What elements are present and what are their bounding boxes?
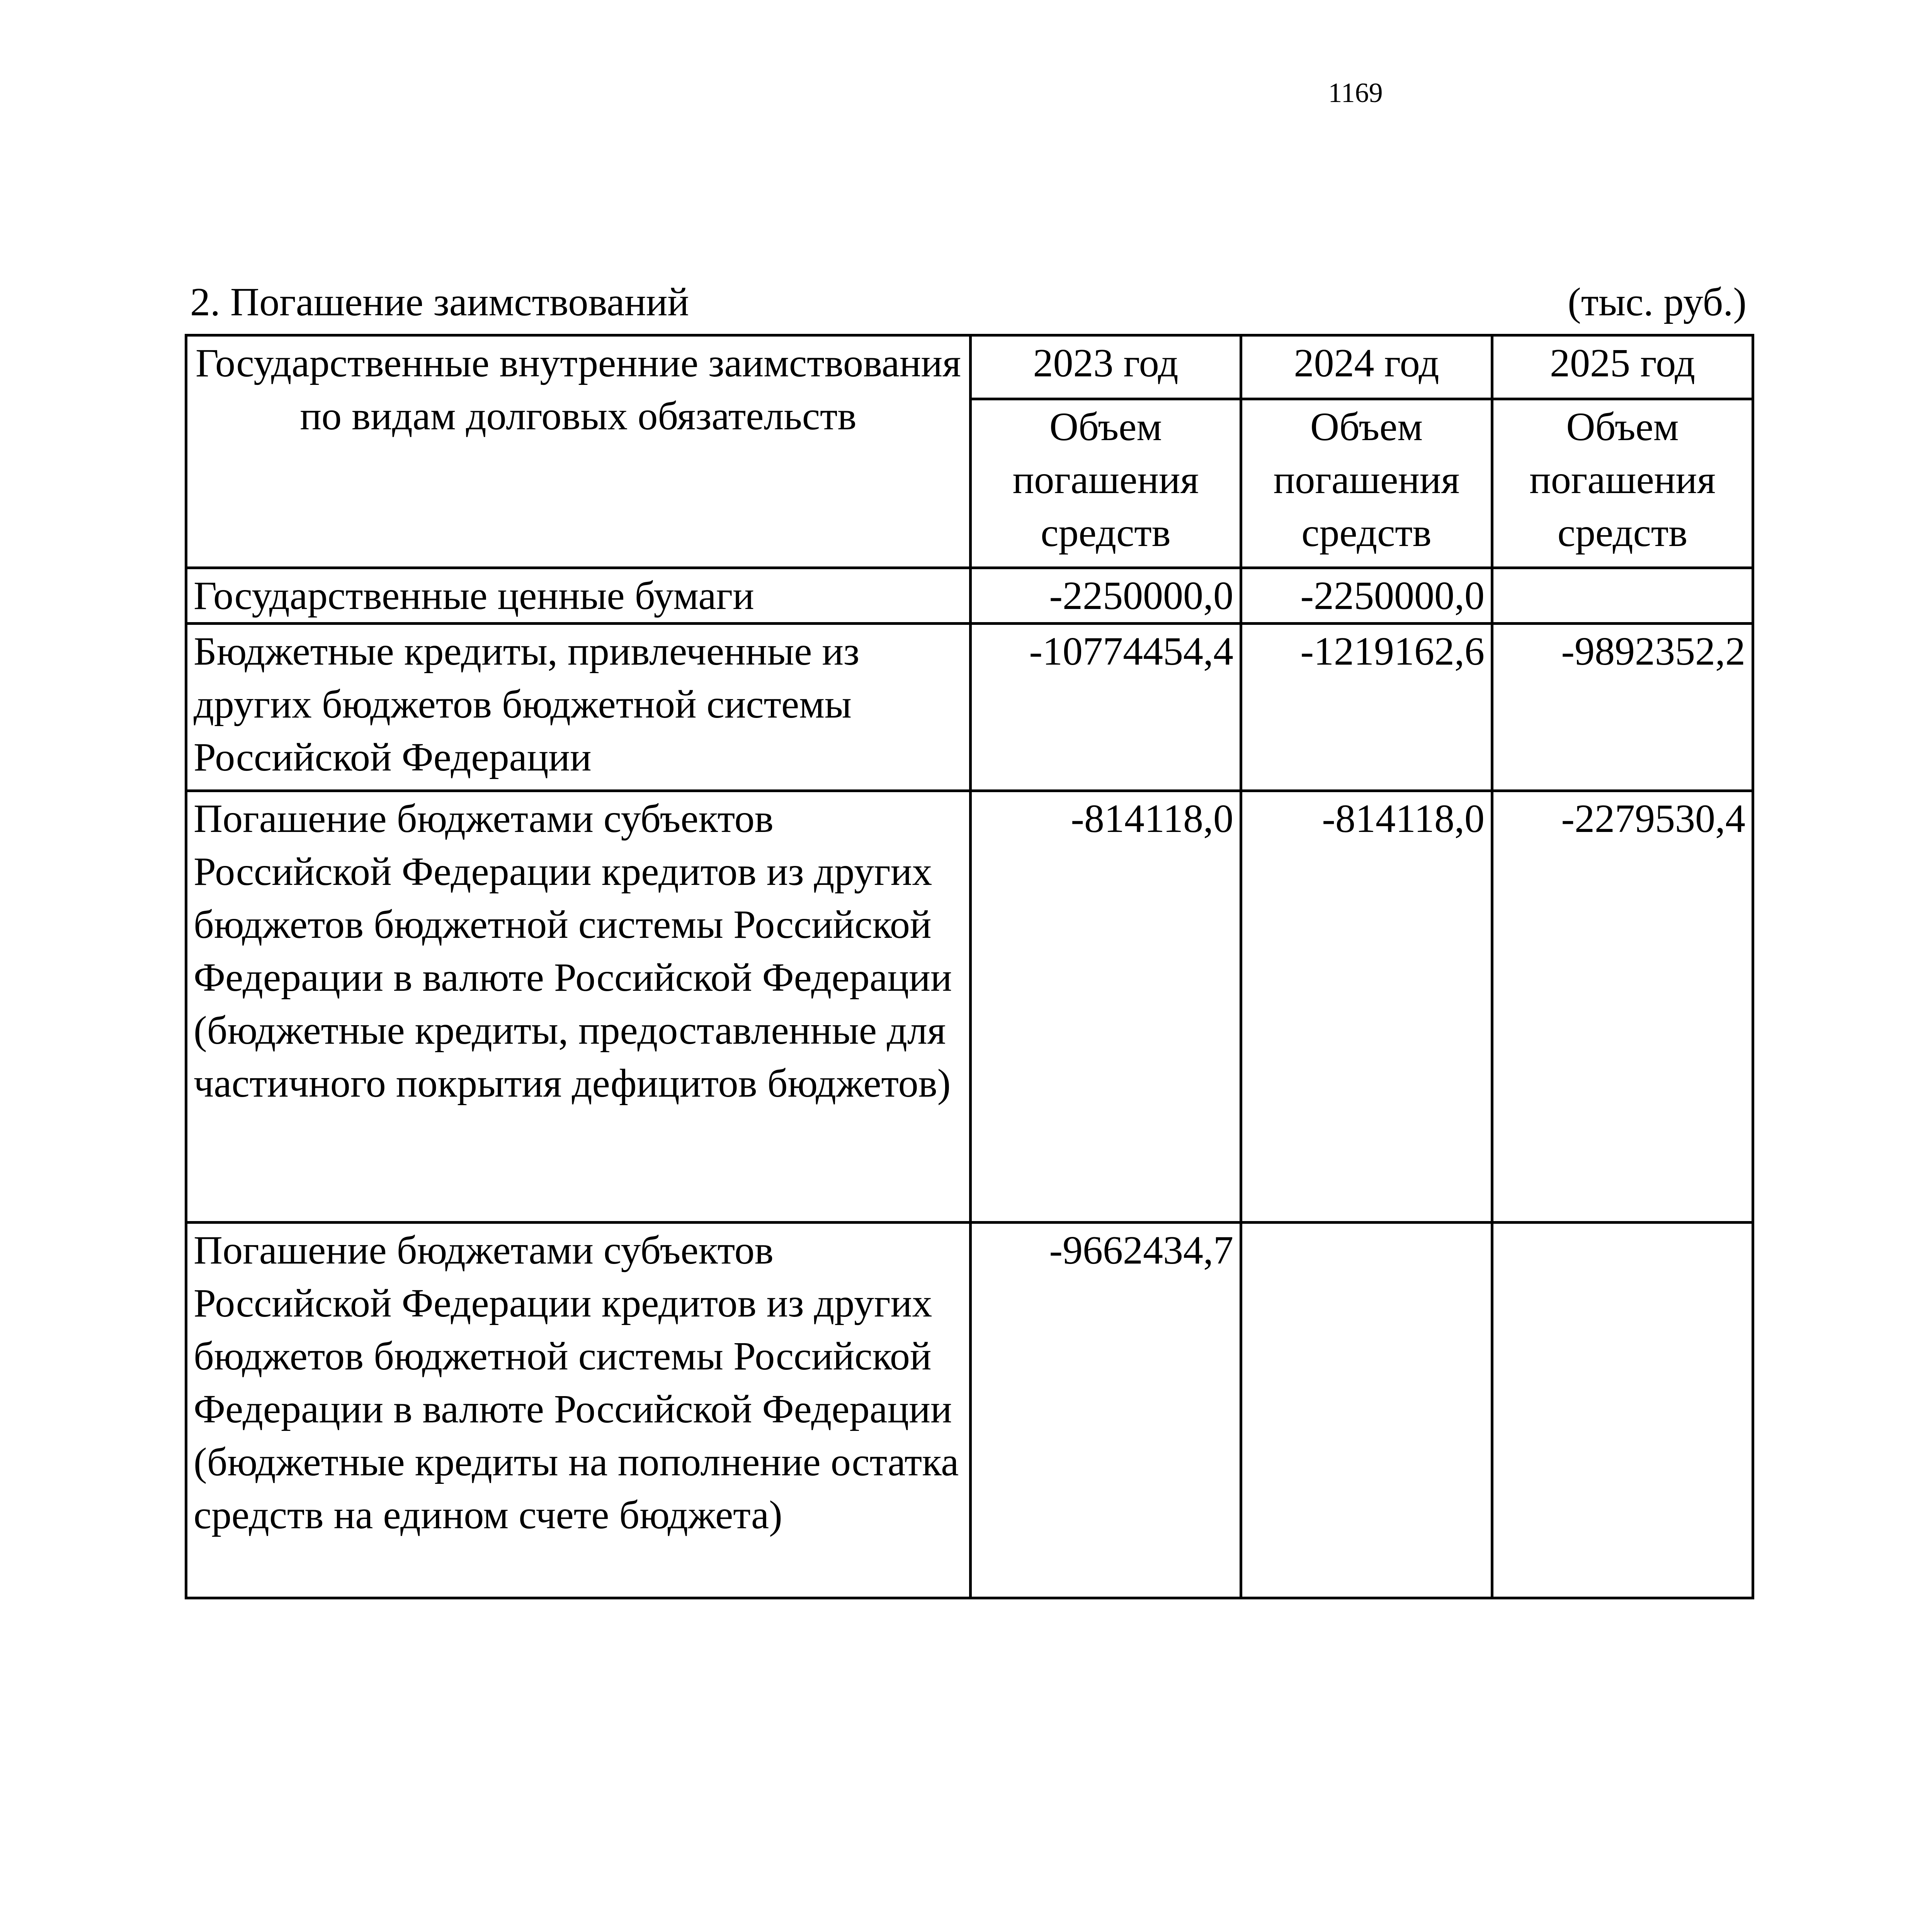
value-2025: -2279530,4 — [1492, 791, 1753, 1223]
units-label: (тыс. руб.) — [1568, 280, 1747, 324]
subheader-2025: Объем погашения средств — [1492, 399, 1753, 568]
header-name-column: Государственные внутренние заимствования по видам долговых обязательств — [186, 335, 971, 568]
table-header-row — [186, 335, 1753, 399]
table-row — [186, 791, 1753, 1223]
value-2024: -2250000,0 — [1241, 568, 1492, 624]
header-year-2024: 2024 год — [1241, 335, 1492, 399]
table-row — [186, 624, 1753, 791]
page-number: 1169 — [1328, 77, 1383, 108]
borrowings-repayment-table — [185, 334, 1754, 1599]
row-name: Погашение бюджетами субъектов Российской Федерации кредитов из других бюджетов бюджетной системы Российской Федерации в валюте Российской Федерации (бюджетные кредиты, предоставленные для частичного покрытия дефицитов бюджетов) — [186, 791, 971, 1223]
value-2025 — [1492, 568, 1753, 624]
value-2024: -1219162,6 — [1241, 624, 1492, 791]
value-2025: -9892352,2 — [1492, 624, 1753, 791]
table-row — [186, 1223, 1753, 1598]
subheader-2024: Объем погашения средств — [1241, 399, 1492, 568]
value-2023: -814118,0 — [971, 791, 1241, 1223]
row-name: Погашение бюджетами субъектов Российской Федерации кредитов из других бюджетов бюджетной системы Российской Федерации в валюте Российской Федерации (бюджетные кредиты на пополнение остатка средств на едином счете бюджета) — [186, 1223, 971, 1598]
row-name: Государственные ценные бумаги — [186, 568, 971, 624]
subheader-2023: Объем погашения средств — [971, 399, 1241, 568]
value-2025 — [1492, 1223, 1753, 1598]
value-2023: -10774454,4 — [971, 624, 1241, 791]
row-name: Бюджетные кредиты, привлеченные из других бюджетов бюджетной системы Российской Федерации — [186, 624, 971, 791]
table-row — [186, 568, 1753, 624]
value-2023: -2250000,0 — [971, 568, 1241, 624]
value-2024: -814118,0 — [1241, 791, 1492, 1223]
header-year-2023: 2023 год — [971, 335, 1241, 399]
section-title: 2. Погашение заимствований — [190, 280, 689, 324]
value-2023: -9662434,7 — [971, 1223, 1241, 1598]
value-2024 — [1241, 1223, 1492, 1598]
header-year-2025: 2025 год — [1492, 335, 1753, 399]
